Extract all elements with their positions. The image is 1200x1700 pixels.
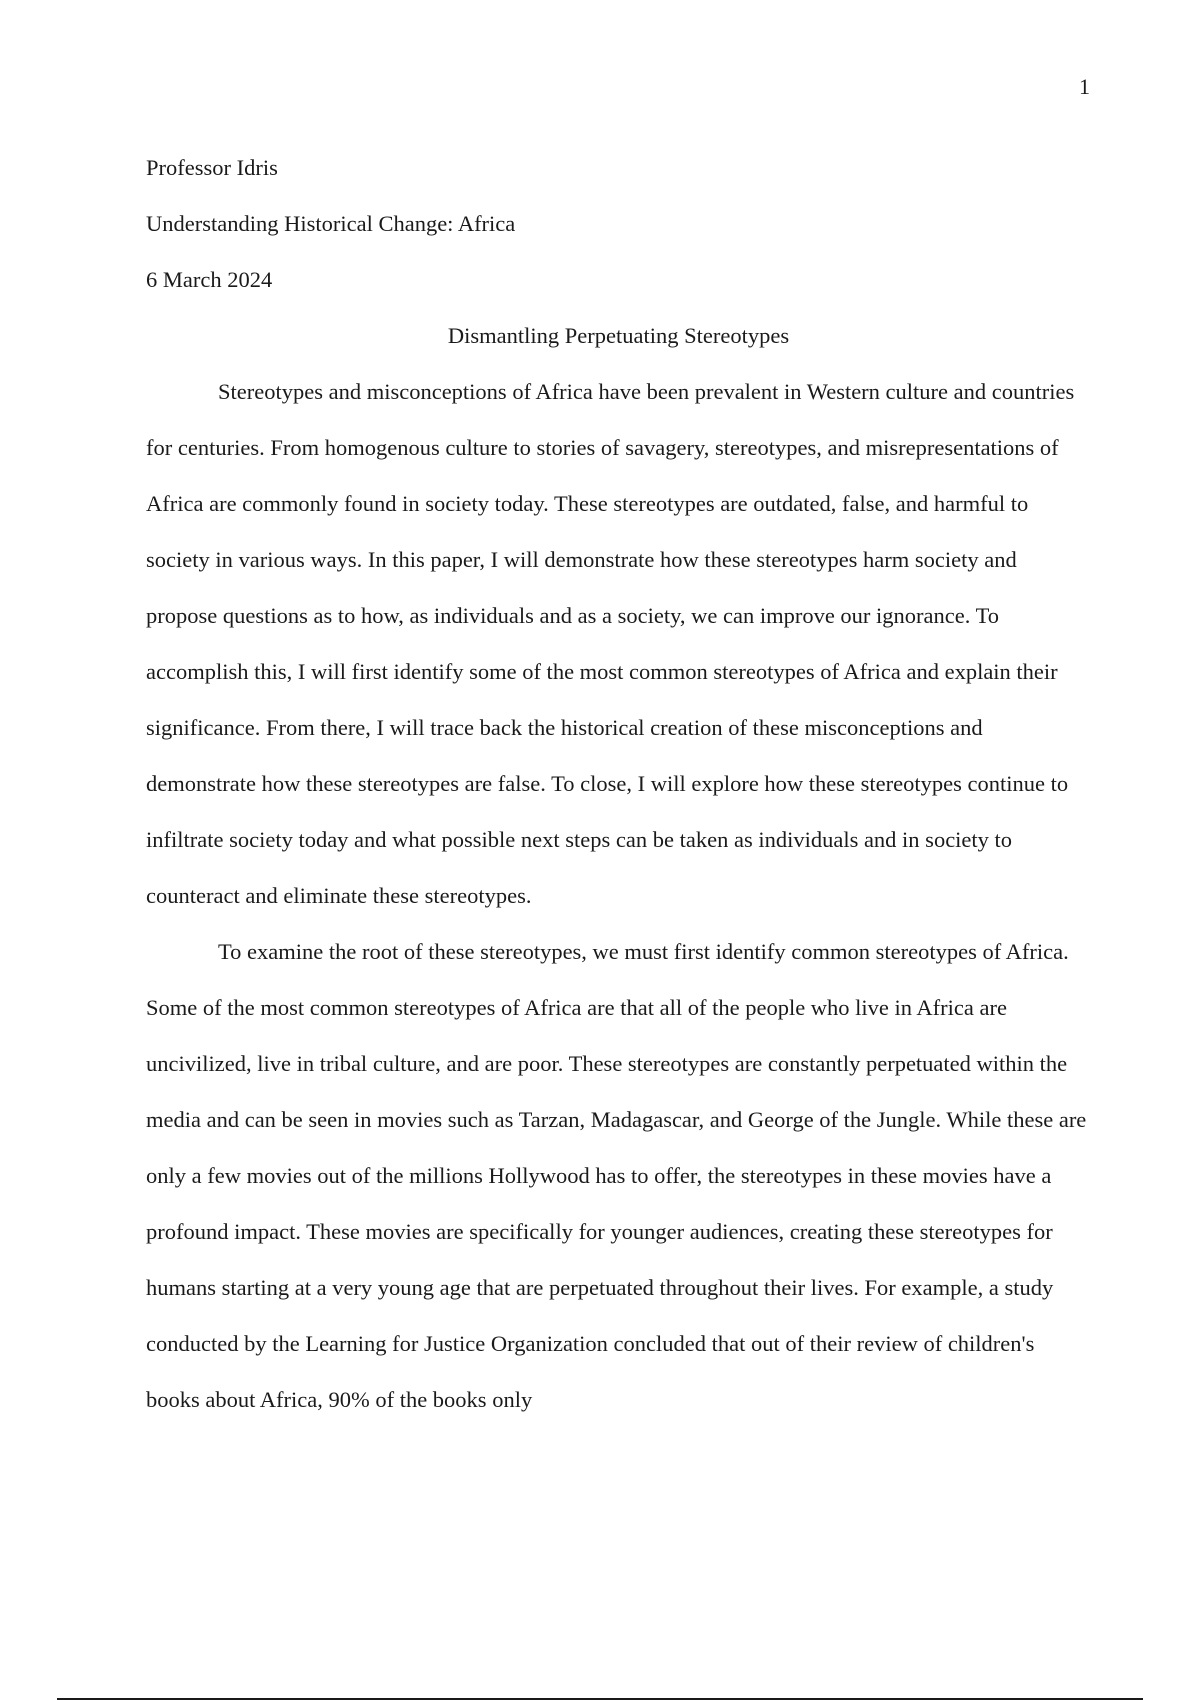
document-body [146, 140, 1091, 1428]
instructor-name: Professor Idris [146, 155, 278, 180]
body-paragraph-1: Stereotypes and misconceptions of Africa have been prevalent in Western culture and countries for centuries. From homogenous culture to stories of savagery, stereotypes, and misrepresentations of Africa are commonly found in society today. These stereotypes are outdated, false, and harmful to society in various ways. In this paper, I will demonstrate how these stereotypes harm society and propose questions as to how, as individuals and as a society, we can improve our ignorance. To accomplish this, I will first identify some of the most common stereotypes of Africa and explain their significance. From there, I will trace back the historical creation of these misconceptions and demonstrate how these stereotypes are false. To close, I will explore how these stereotypes continue to infiltrate society today and what possible next steps can be taken as individuals and in society to counteract and eliminate these stereotypes. [146, 379, 1075, 908]
course-name: Understanding Historical Change: Africa [146, 211, 516, 236]
page-number: 1 [1079, 74, 1090, 99]
document-date: 6 March 2024 [146, 267, 273, 292]
body-paragraph-2: To examine the root of these stereotypes, we must first identify common stereotypes of Africa. Some of the most common stereotypes of Africa are that all of the people who live in Africa are uncivilized, live in tribal culture, and are poor. These stereotypes are constantly perpetuated within the media and can be seen in movies such as Tarzan, Madagascar, and George of the Jungle. While these are only a few movies out of the millions Hollywood has to offer, the stereotypes in these movies have a profound impact. These movies are specifically for younger audiences, creating these stereotypes for humans starting at a very young age that are perpetuated throughout their lives. For example, a study conducted by the Learning for Justice Organization concluded that out of their review of children's books about Africa, 90% of the books only [146, 939, 1087, 1412]
document-title: Dismantling Perpetuating Stereotypes [447, 323, 790, 348]
